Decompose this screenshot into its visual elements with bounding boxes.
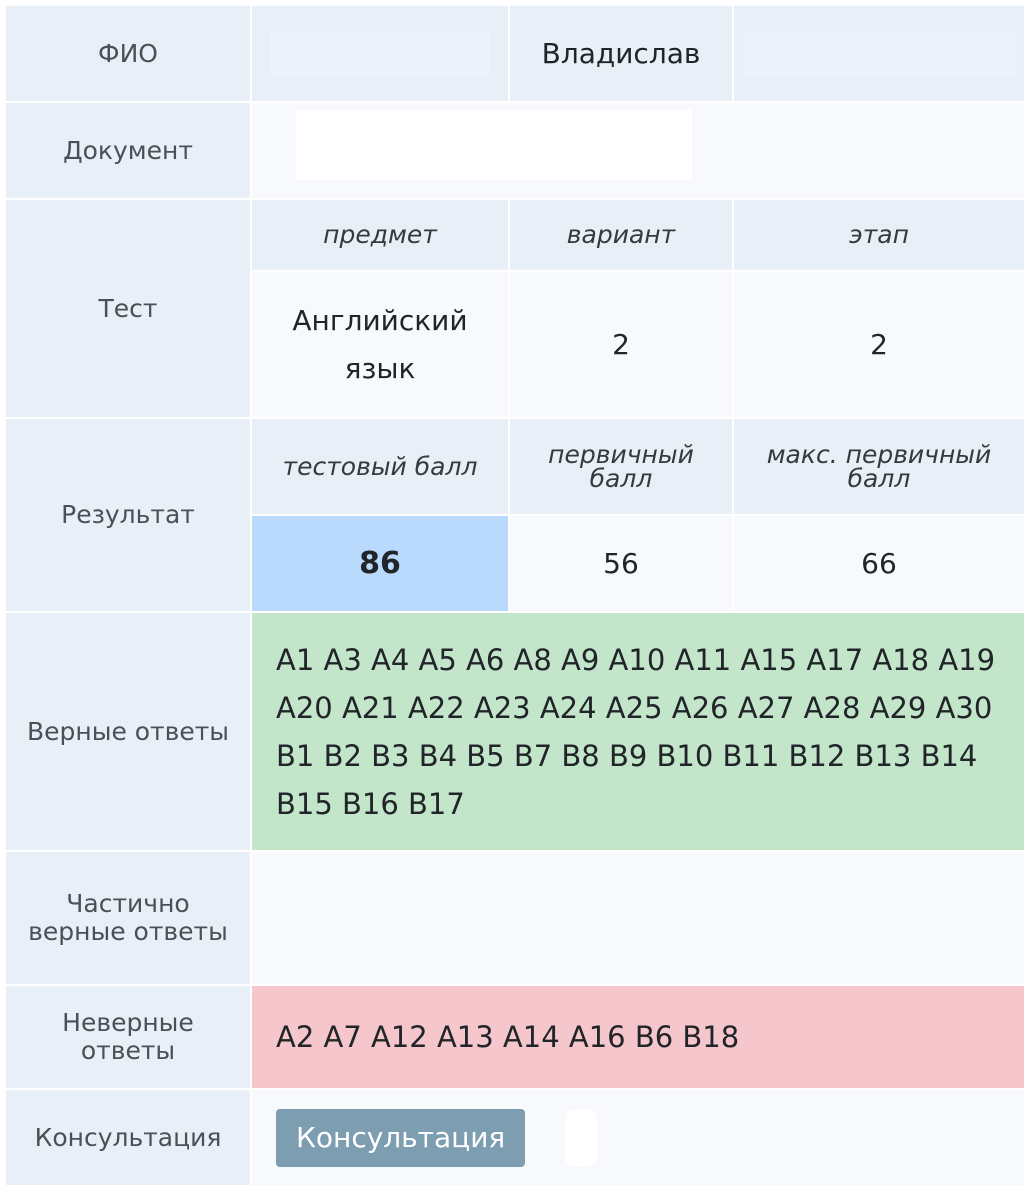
result-max-primary-score: 66	[734, 516, 1024, 611]
fio-surname-redacted	[270, 31, 490, 77]
test-stage: 2	[734, 272, 1024, 417]
document-redacted	[296, 110, 692, 180]
wrong-answers-list: A2 A7 A12 A13 A14 A16 B6 B18	[252, 986, 1024, 1088]
fio-patronymic-cell	[734, 6, 1024, 101]
label-consultation: Консультация	[6, 1090, 250, 1185]
test-subject: Английский язык	[252, 272, 508, 417]
consultation-cell	[252, 1090, 1024, 1185]
fio-surname-cell	[252, 6, 508, 101]
label-result: Результат	[6, 419, 250, 611]
consultation-button[interactable]: Консультация	[276, 1109, 525, 1167]
test-variant: 2	[510, 272, 732, 417]
test-header-subject: предмет	[252, 200, 508, 270]
result-header-max-primary-score: макс. первичный балл	[734, 419, 1024, 514]
correct-answers-list: A1 A3 A4 A5 A6 A8 A9 A10 A11 A15 A17 A18 A19 A20 A21 A22 A23 A24 A25 A26 A27 A28 A29 A30 B1 B2 B3 B4 B5 B7 B8 B9 B10 B11 B12 B13 B14 B15 B16 B17	[252, 613, 1024, 850]
label-test: Тест	[6, 200, 250, 417]
label-fio: ФИО	[6, 6, 250, 101]
test-header-variant: вариант	[510, 200, 732, 270]
label-partial-answers: Частично верные ответы	[6, 852, 250, 984]
label-correct-answers: Верные ответы	[6, 613, 250, 850]
partial-answers-list	[252, 852, 1024, 984]
result-test-score: 86	[252, 516, 508, 611]
label-document: Документ	[6, 103, 250, 198]
fio-patronymic-redacted	[743, 31, 1015, 77]
fio-name: Владислав	[510, 6, 732, 101]
consultation-extra-redacted	[565, 1109, 597, 1167]
result-header-test-score: тестовый балл	[252, 419, 508, 514]
results-table	[6, 6, 1024, 1196]
label-wrong-answers: Неверные ответы	[6, 986, 250, 1088]
test-header-stage: этап	[734, 200, 1024, 270]
result-header-primary-score: первичный балл	[510, 419, 732, 514]
result-primary-score: 56	[510, 516, 732, 611]
